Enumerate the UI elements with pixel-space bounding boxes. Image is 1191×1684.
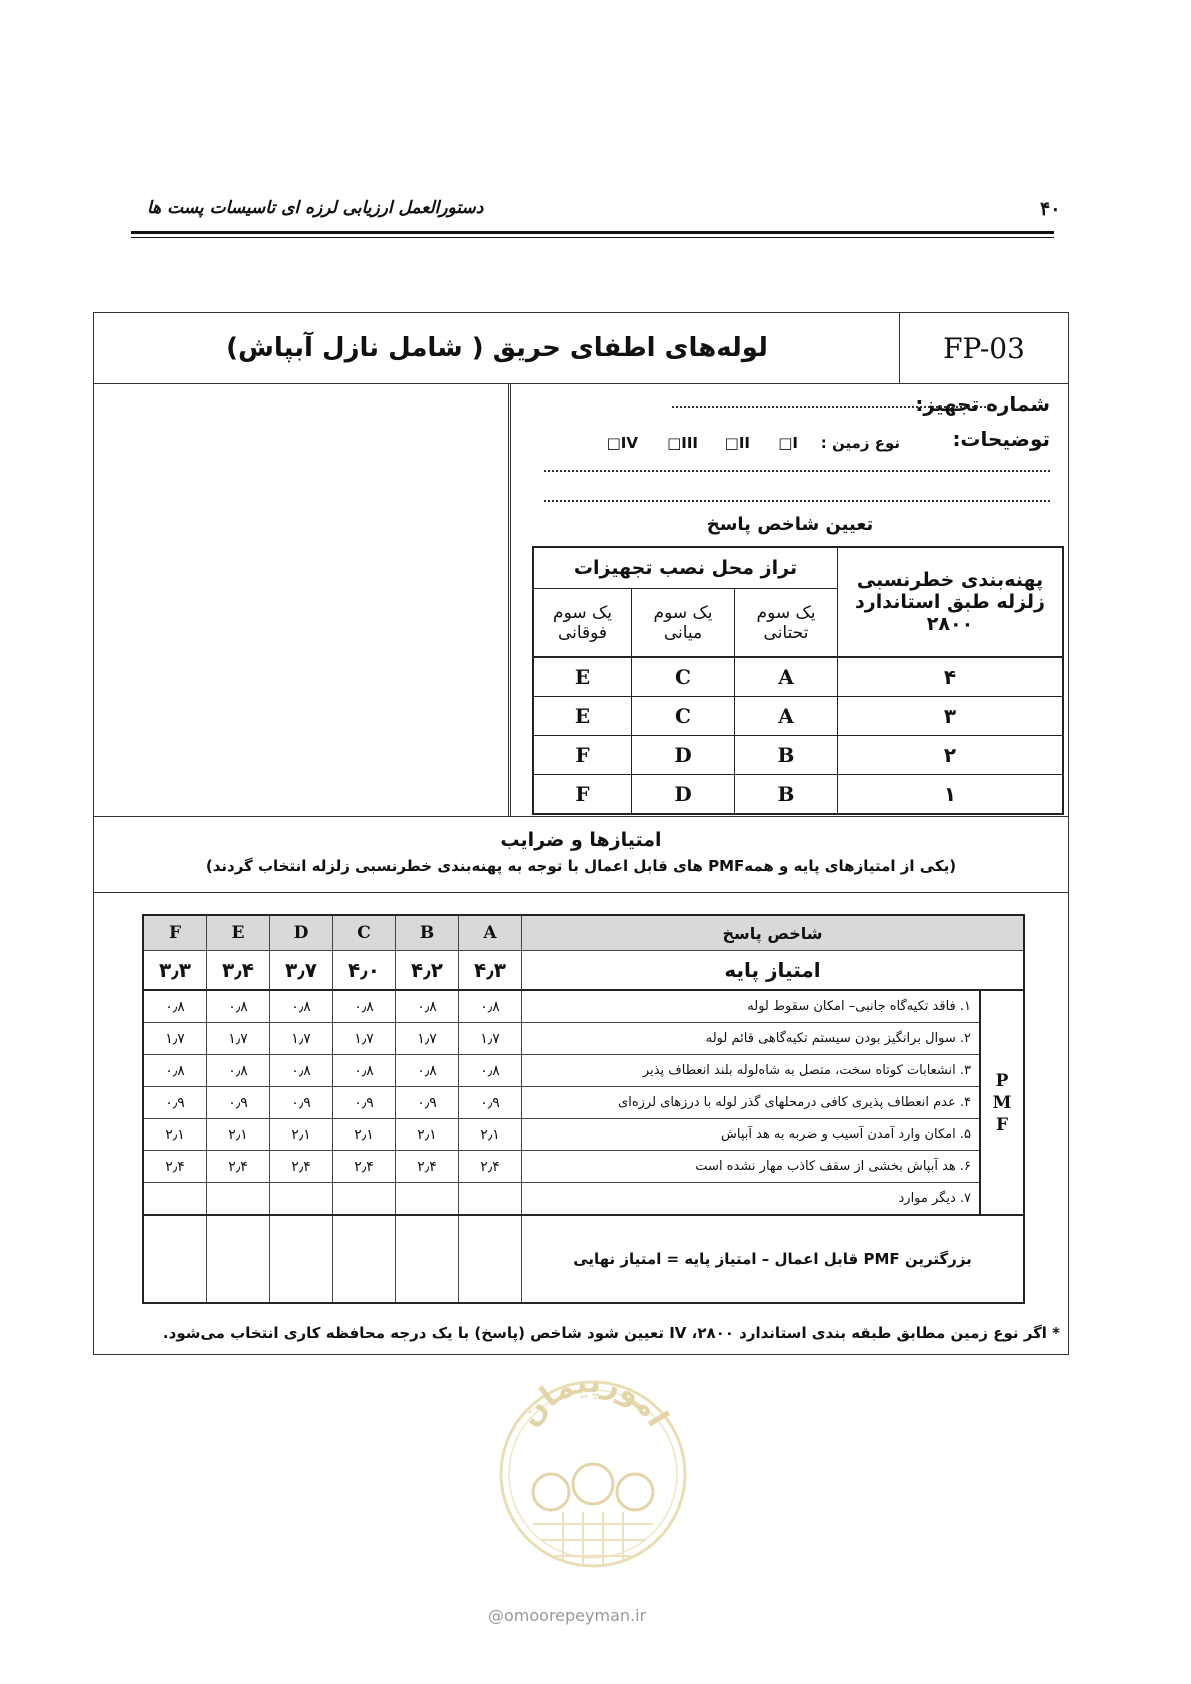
watermark-site: @omoorepeyman.ir [488, 1606, 647, 1625]
soil-option-ii[interactable]: II□ [724, 434, 750, 452]
notes-field-line-1[interactable] [544, 470, 1050, 472]
form-code: FP-03 [899, 313, 1068, 383]
pmf-letter: P [995, 1070, 1009, 1091]
col-middle-third: یک سوم میانی [632, 589, 735, 657]
final-score-cell[interactable] [396, 1215, 459, 1303]
form-title: لوله‌های اطفای حریق ( شامل نازل آبپاش) [226, 333, 768, 363]
scores-table [142, 914, 1025, 1304]
pmf-value: ۱٫۷ [333, 1023, 396, 1055]
final-score-cell[interactable] [333, 1215, 396, 1303]
pmf-row [143, 990, 1024, 1023]
lower-value: B [735, 736, 838, 775]
pmf-value: ۰٫۸ [333, 990, 396, 1023]
pmf-value: ۰٫۹ [207, 1087, 270, 1119]
pmf-row [143, 1023, 1024, 1055]
notes-label: توضیحات: [952, 427, 1050, 451]
pmf-value: ۲٫۱ [143, 1119, 207, 1151]
pmf-item-text: ۱. فاقد تکیه‌گاه جانبی– امکان سقوط لوله [522, 990, 981, 1023]
final-score-cell[interactable] [143, 1215, 207, 1303]
lower-value: B [735, 775, 838, 815]
scores-subtitle: (یکی از امتیازهای پایه و همهPMF های قابل اعمال با توجه به پهنه‌بندی خطرنسبی زلزله انتخاب گردند) [205, 857, 957, 875]
watermark-logo-text: امورپیمان [511, 1364, 676, 1433]
soil-option-i[interactable]: I□ [778, 434, 798, 452]
pmf-value: ۰٫۸ [333, 1055, 396, 1087]
col-upper-third: یک سوم فوقانی [533, 589, 632, 657]
pmf-letter: M [992, 1092, 1012, 1113]
pmf-value: ۰٫۹ [270, 1087, 333, 1119]
pmf-value: ۲٫۴ [333, 1151, 396, 1183]
running-title: دستورالعمل ارزیابی لرزه ای تاسیسات پست ها [147, 198, 484, 218]
pmf-value: ۱٫۷ [207, 1023, 270, 1055]
pmf-item-text: ۵. امکان وارد آمدن آسیب و ضربه به هد آبپاش [522, 1119, 981, 1151]
level-header: تراز محل نصب تجهیزات [533, 547, 838, 589]
col-letter: C [333, 915, 396, 951]
col-lower-third: یک سوم تحتانی [735, 589, 838, 657]
header-rule [131, 231, 1054, 234]
zone-value: ۲ [838, 736, 1064, 775]
final-score-cell[interactable] [270, 1215, 333, 1303]
pmf-value: ۱٫۷ [270, 1023, 333, 1055]
upper-value: F [533, 736, 632, 775]
final-score-cell[interactable] [459, 1215, 522, 1303]
photo-area [94, 384, 511, 816]
table-header-row [143, 915, 1024, 951]
soil-type-label: نوع زمین : [820, 434, 900, 452]
soil-option-iii[interactable]: III□ [667, 434, 698, 452]
col-letter: A [459, 915, 522, 951]
pmf-item-text: ۴. عدم انعطاف پذیری کافی درمحلهای گذر لوله با درزهای لرزه‌ای [522, 1087, 981, 1119]
header-rule-thin [131, 237, 1054, 238]
table-row [533, 736, 1063, 775]
zone-value: ۱ [838, 775, 1064, 815]
pmf-value[interactable] [207, 1183, 270, 1216]
col-letter: F [143, 915, 207, 951]
base-score-row [143, 951, 1024, 991]
table-row [533, 697, 1063, 736]
notes-field-line-2[interactable] [544, 500, 1050, 502]
pmf-value[interactable] [143, 1183, 207, 1216]
final-score-row [143, 1215, 1024, 1303]
watermark-logo [493, 1352, 693, 1597]
middle-value: C [632, 657, 735, 697]
pmf-value: ۲٫۱ [396, 1119, 459, 1151]
pmf-value: ۲٫۴ [143, 1151, 207, 1183]
pmf-value: ۰٫۹ [459, 1087, 522, 1119]
pmf-value[interactable] [333, 1183, 396, 1216]
base-score-value: ۴٫۲ [396, 951, 459, 991]
pmf-row [143, 1055, 1024, 1087]
pmf-value: ۰٫۸ [459, 1055, 522, 1087]
upper-value: E [533, 657, 632, 697]
base-score-value: ۳٫۳ [143, 951, 207, 991]
pmf-value: ۰٫۹ [396, 1087, 459, 1119]
pmf-label [980, 990, 1024, 1215]
base-score-label: امتیاز پایه [522, 951, 1025, 991]
pmf-value[interactable] [396, 1183, 459, 1216]
upper-value: F [533, 775, 632, 815]
evaluation-form [93, 312, 1069, 1355]
scores-section-header [94, 817, 1068, 893]
pmf-value: ۲٫۱ [459, 1119, 522, 1151]
pmf-letter: F [995, 1114, 1009, 1135]
pmf-row [143, 1183, 1024, 1216]
middle-value: D [632, 775, 735, 815]
pmf-value: ۲٫۴ [270, 1151, 333, 1183]
zone-value: ۴ [838, 657, 1064, 697]
pmf-value: ۱٫۷ [459, 1023, 522, 1055]
response-index-title: تعیین شاخص پاسخ [706, 514, 874, 535]
pmf-value: ۰٫۸ [396, 1055, 459, 1087]
col-letter: D [270, 915, 333, 951]
pmf-item-text: ۲. سوال برانگیز بودن سیستم تکیه‌گاهی قائم لوله [522, 1023, 981, 1055]
page-number: ۴۰ [1040, 198, 1061, 220]
pmf-value: ۰٫۸ [207, 1055, 270, 1087]
pmf-item-text: ۷. دیگر موارد [522, 1183, 981, 1216]
pmf-row [143, 1119, 1024, 1151]
base-score-value: ۴٫۰ [333, 951, 396, 991]
pmf-value: ۰٫۹ [333, 1087, 396, 1119]
col-letter: B [396, 915, 459, 951]
equipment-number-field[interactable] [672, 406, 990, 408]
table-row [533, 657, 1063, 697]
response-index-header: شاخص پاسخ [522, 915, 1025, 951]
pmf-item-text: ۳. انشعابات کوتاه سخت، متصل به شاه‌لوله بلند انعطاف پذیر [522, 1055, 981, 1087]
scores-title: امتیازها و ضرایب [500, 829, 662, 851]
col-letter: E [207, 915, 270, 951]
lower-value: A [735, 697, 838, 736]
response-index-table [532, 546, 1064, 815]
form-title-row [94, 313, 1068, 384]
pmf-value: ۰٫۸ [143, 1055, 207, 1087]
info-panel [512, 384, 1068, 816]
pmf-row [143, 1151, 1024, 1183]
pmf-value[interactable] [459, 1183, 522, 1216]
pmf-value: ۰٫۹ [143, 1087, 207, 1119]
equipment-number-label: شماره تجهیز: [915, 392, 1050, 416]
pmf-value: ۰٫۸ [396, 990, 459, 1023]
footnote: * اگر نوع زمین مطابق طبقه بندی استاندارد ۲۸۰۰، IV تعیین شود شاخص (پاسخ) با یک درجه محافظه کاری انتخاب می‌شود. [162, 1324, 1060, 1342]
pmf-value: ۱٫۷ [143, 1023, 207, 1055]
middle-value: D [632, 736, 735, 775]
pmf-value: ۲٫۱ [207, 1119, 270, 1151]
pmf-value: ۲٫۴ [207, 1151, 270, 1183]
soil-option-iv[interactable]: IV□ [606, 434, 638, 452]
pmf-value: ۱٫۷ [396, 1023, 459, 1055]
pmf-value: ۲٫۴ [396, 1151, 459, 1183]
final-score-cell[interactable] [207, 1215, 270, 1303]
base-score-value: ۴٫۳ [459, 951, 522, 991]
pmf-row [143, 1087, 1024, 1119]
zone-header: پهنه‌بندی خطرنسبی زلزله طبق استاندارد ۲۸۰۰ [838, 547, 1064, 657]
pmf-value[interactable] [270, 1183, 333, 1216]
base-score-value: ۳٫۴ [207, 951, 270, 991]
pmf-value: ۰٫۸ [270, 1055, 333, 1087]
final-score-label: بزرگترین PMF قابل اعمال – امتیاز پایه = امتیاز نهایی [522, 1215, 1025, 1303]
form-info-row [94, 384, 1068, 817]
table-row [533, 775, 1063, 815]
pmf-value: ۲٫۱ [333, 1119, 396, 1151]
upper-value: E [533, 697, 632, 736]
lower-value: A [735, 657, 838, 697]
pmf-value: ۰٫۸ [459, 990, 522, 1023]
pmf-value: ۲٫۱ [270, 1119, 333, 1151]
zone-value: ۳ [838, 697, 1064, 736]
pmf-item-text: ۶. هد آبپاش بخشی از سقف کاذب مهار نشده است [522, 1151, 981, 1183]
pmf-value: ۰٫۸ [270, 990, 333, 1023]
pmf-value: ۰٫۸ [207, 990, 270, 1023]
pmf-value: ۰٫۸ [143, 990, 207, 1023]
base-score-value: ۳٫۷ [270, 951, 333, 991]
pmf-value: ۲٫۴ [459, 1151, 522, 1183]
middle-value: C [632, 697, 735, 736]
